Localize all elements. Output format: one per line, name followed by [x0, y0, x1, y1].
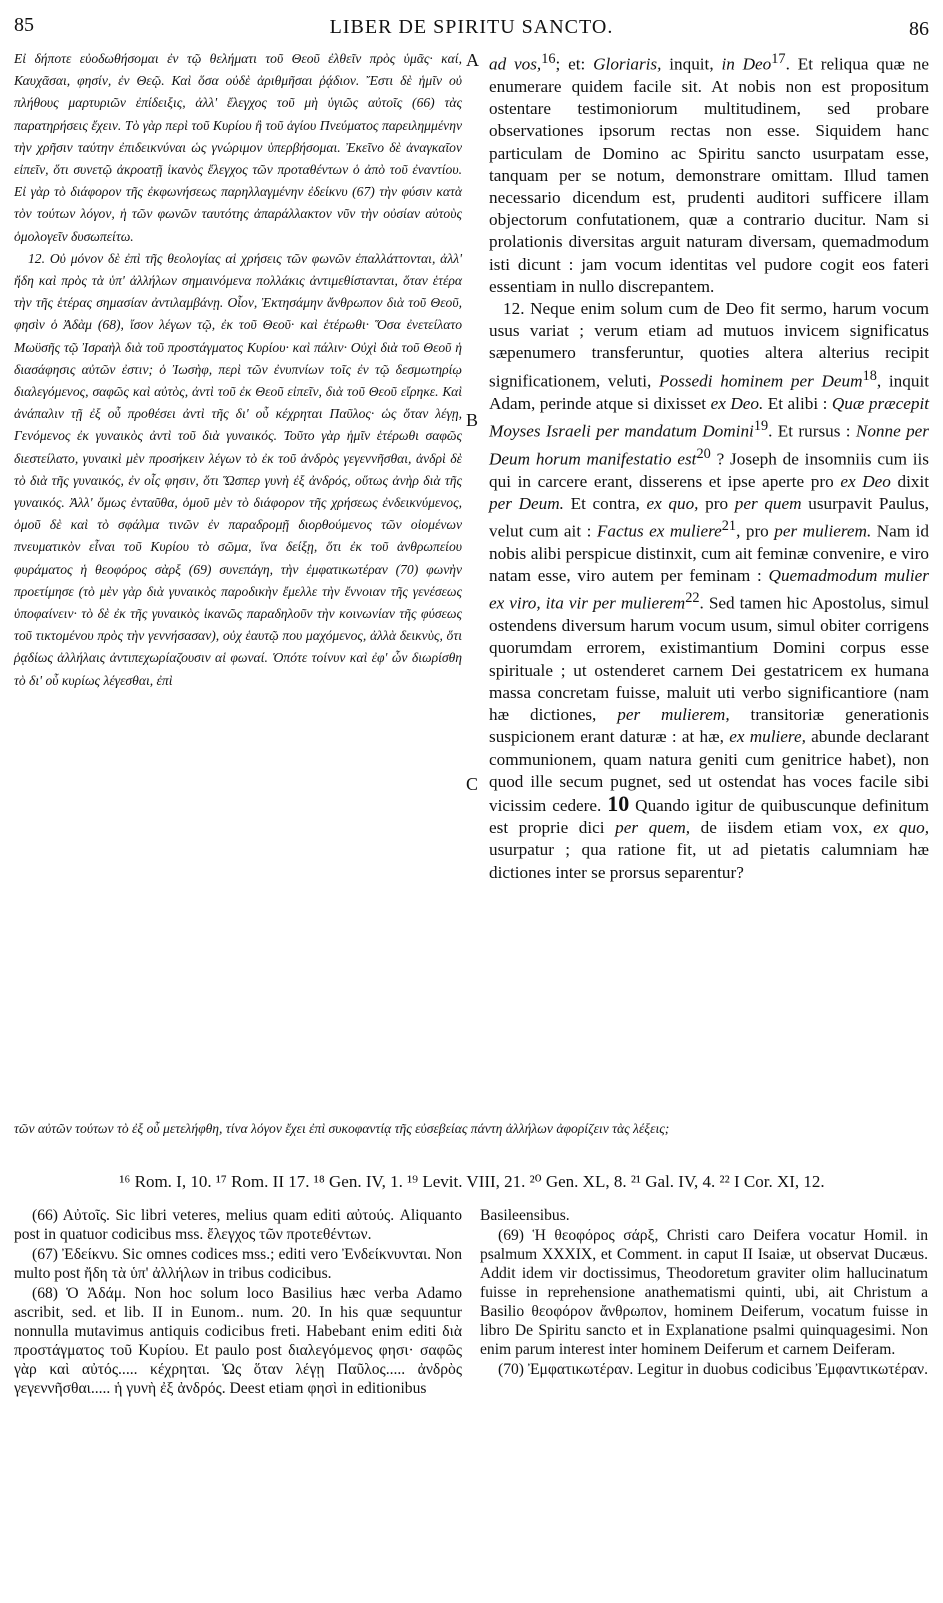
latin-text: . Sed tamen hic Apostolus, simul ostendens diversum harum vocum usum, simul obiter corrigens quorumdam errorem, existimantium Domini corpus esse spirituale ; ut ostenderet carnem Dei gestatricem ex humana massa concretam fuisse, maluit uti verbo significantiore (nam hæ dictiones,	[489, 594, 929, 725]
latin-text: 12. Neque enim solum cum de Deo fit sermo, harum vocum usus variat ; verum etiam ad mutuos invicem significatus sæpenumero transferuntur, quoties altera alterius recipit significationem, veluti,	[489, 298, 929, 391]
footnote-70: (70) Ἐμφατικωτέραν. Legitur in duobus codicibus Ἐμφαντικωτέραν.	[498, 1361, 928, 1378]
latin-text: ? Joseph de insomniis cum iis qui in carcere erant, disserens et ipse aperte pro	[489, 449, 929, 491]
latin-text: abunde declarant communionem, quam natura geniti cum genitrice habet), non quod ille secum pugnet, sed ut ostendat has voces facile sibi vicissim cedere.	[489, 727, 930, 815]
footnote-69: (69) Ἡ θεοφόρος σάρξ, Christi caro Deifera vocatur Homil. in psalmum XXXIX, et Comment. in caput II Isaiæ, ut observat Ducæus. Addit idem vir doctissimus, Theodoretum graviter olim hallucinatum fuisse in reprehensione anathematismi quinti, ubi, ait Christum a Basilio θεοφόρον ἄνθρωπον, hominem Deiferum, vocatum fuisse in libro De Spiritu sancto et in Explanatione psalmi quinquagesimi. Non enim parum interest inter hominem Deiferum et carnem Deiferam.	[480, 1227, 928, 1358]
latin-text: Possedi hominem per Deum	[659, 371, 863, 391]
latin-text: ad vos,	[489, 54, 542, 74]
latin-text: usurpavit Paulus, velut cum ait :	[489, 493, 930, 541]
scripture-references: ¹⁶ Rom. I, 10. ¹⁷ Rom. II 17. ¹⁸ Gen. IV, 1. ¹⁹ Levit. VIII, 21. ²⁰ Gen. XL, 8. ²¹ Gal. IV, 4. ²² I Cor. XI, 12.	[119, 1172, 825, 1191]
latin-text: per mulierem.	[774, 521, 872, 541]
latin-text: per Deum.	[489, 493, 564, 513]
latin-text: ex quo,	[646, 493, 699, 513]
latin-text: Factus ex muliere	[596, 521, 722, 541]
footnote-ref: 19	[753, 417, 769, 434]
latin-text: ; et:	[555, 54, 594, 74]
latin-text: transitoriæ generationis suspicionem erant daturæ : at hæ,	[489, 705, 929, 747]
page-number-right: 86	[909, 18, 929, 40]
latin-column	[489, 48, 929, 884]
latin-text: per mulierem,	[617, 705, 730, 725]
latin-text: per quem	[734, 493, 802, 513]
latin-text: ex Deo	[840, 471, 891, 491]
latin-text: ex quo,	[873, 818, 930, 838]
running-title: LIBER DE SPIRITU SANCTO.	[329, 16, 614, 38]
latin-text: ex muliere,	[729, 727, 806, 747]
latin-text: de iisdem etiam vox,	[690, 818, 874, 838]
footnotes-left	[14, 1206, 462, 1399]
page-header	[14, 14, 929, 42]
greek-paragraph-2: 12. Οὐ μόνον δὲ ἐπὶ τῆς θεολογίας αἱ χρήσεις τῶν φωνῶν ἐπαλλάττονται, ἀλλ' ἤδη καὶ πρὸς τὰ ὑπ' ἀλλήλων σημαινόμενα πολλάκις ἀντιμεθίστανται, ὅταν ἑτέρα τὴν τῆς ἑτέρας σημασίαν ἀντιλαμβάνῃ. Οἷον, Ἐκτησάμην ἄνθρωπον διὰ τοῦ Θεοῦ, φησὶν ὁ Ἀδὰμ (68), ἴσον λέγων τῷ, ἐκ τοῦ Θεοῦ· καὶ ἑτέρωθι· Ὅσα ἐνετείλατο Μωϋσῆς τῷ Ἰσραὴλ διὰ τοῦ προστάγματος Κυρίου· καὶ πάλιν· Οὐχὶ διὰ τοῦ Θεοῦ ἡ διασάφησις αὐτῶν ἐστιν; ὁ Ἰωσὴφ, περὶ τῶν ἐνυπνίων τοῖς ἐν τῷ δεσμωτηρίῳ διαλεγόμενος, σαφῶς καὶ αὐτὸς, ἀντὶ τοῦ ἐκ Θεοῦ εἰπεῖν, διὰ τοῦ Θεοῦ εἴρηκε. Καὶ ἀνάπαλιν τῇ ἐξ οὗ προθέσει ἀντὶ τῆς δι' οὗ κέχρηται Παῦλος· ὡς ὅταν λέγῃ, Γενόμενος ἐκ γυναικὸς ἀντὶ τοῦ διὰ γυναικός. Τοῦτο γὰρ ἡμῖν ἑτέρωθι σαφῶς διεστείλατο, γυναικὶ μὲν προσήκειν λέγων τὸ ἐκ τοῦ ἀνδρὸς γεγεννῆσθαι, ἀνδρὶ δὲ τὸ διὰ τῆς γυναικός, ἐν οἷς φησιν, ὅτι Ὥσπερ γυνὴ ἐξ ἀνδρός, οὕτως ἀνὴρ διὰ τῆς γυναικός. Ἀλλ' ὅμως ἐνταῦθα, ὁμοῦ μὲν τὸ διάφορον τῆς χρήσεως ἐνδεικνύμενος, ὁμοῦ δὲ καὶ τὸ σφάλμα τινῶν ἐν παραδρομῇ διορθούμενος τῶν οἰομένων πνευματικὸν εἶναι τοῦ Κυρίου τὸ σῶμα, ἵνα δείξῃ, ὅτι ἐκ τοῦ ἀνθρωπείου φυράματος ἡ θεοφόρος σὰρξ (69) συνεπάγη, τὴν ἐμφατικωτέραν (70) φωνὴν προετίμησε (τὸ μὲν γὰρ διὰ γυναικὸς παροδικὴν ἔμελλε τὴν ἔννοιαν τῆς γενέσεως ὑποφαίνειν· τὸ δὲ ἐκ τῆς γυναικὸς ἱκανῶς παραδηλοῦν τὴν κοινωνίαν τῆς φύσεως τοῦ τικτομένου πρὸς τὴν γεννήσασαν), οὐχ ἑαυτῷ που μαχόμενος, ἀλλὰ δεικνὺς, ὅτι ῥᾳδίως ἀλλήλαις ἀντιπεχωρίαζουσιν αἱ φωναί. Ὁπότε τοίνυν καὶ ἐφ' ὧν διωρίσθη τὸ δι' οὗ κυρίως λέγεσθαι, ἐπὶ	[14, 250, 462, 688]
footnote-ref: 21	[721, 518, 737, 534]
latin-text: Et contra,	[563, 493, 647, 513]
latin-text: Quando igitur de quibuscunque definitum est proprie dici	[489, 795, 929, 838]
latin-text: Et alibi :	[763, 393, 832, 413]
footnote-66: (66) Αὐτοῖς. Sic libri veteres, melius quam editi αὐτούς. Aliquanto post in quatuor codicibus mss. ἔλεγχος τῶν προτεθέντων.	[14, 1207, 462, 1243]
latin-text: usurpatur ; qua ratione fit, ut ad pietatis calumniam hæ dictiones inter se prorsus separentur?	[489, 840, 929, 882]
latin-text: ex Deo.	[710, 393, 764, 413]
latin-text: Quemadmodum mulier ex viro, ita vir per mulierem	[489, 566, 929, 614]
latin-text: Nonne per Deum horum manifestatio est	[489, 421, 929, 469]
footnote-ref: 17	[771, 51, 786, 67]
latin-text: . Et reliqua quæ ne enumerare quidem facile sit. At nobis non est propositum ostentare testimoniorum multitudinem, sed probare observationes ipsorum rectas non esse. Siquidem hanc particulam de Domino ac Spiritu sancto usurpatam esse, tanquam per se notum, demonstrare omittam. Illud tamen necessario dicendum est, prudenti auditori sufficere illam objectorum confutationem, quæ a contrario ducitur. Nam si prolationis diversitas arguit naturam diversam, quemadmodum isti dicunt : jam vocum identitas vel pudore cogit eos fateri essentiam in nullo discrepantem.	[489, 54, 929, 296]
latin-text: dixit	[890, 471, 929, 491]
footnote-ref: 16	[541, 51, 556, 67]
footnote-ref: 20	[696, 445, 711, 462]
greek-paragraph-1: Εἰ δήποτε εὐοδωθήσομαι ἐν τῷ θελήματι τοῦ Θεοῦ ἐλθεῖν πρὸς ὑμᾶς· καί, Καυχᾶσαι, φησίν, ἐν Θεῷ. Καὶ ὅσα οὐδὲ ἀριθμῆσαι ῥᾴδιον. Ἔστι δὲ ἡμῖν οὐ πλήθους μαρτυριῶν ἐπίδειξις, ἀλλ' ἔλεγχος τοῦ μὴ ὑγιῶς αὐτοῖς (66) τὰς παρατηρήσεις ἔχειν. Τὸ γὰρ περὶ τοῦ Κυρίου ἢ τοῦ ἁγίου Πνεύματος παρειλημμένην τὴν χρῆσιν ταύτην ἐπιδεικνύναι ὡς γνώριμον ὑπερβήσομαι. Ἐκεῖνο δὲ ἀναγκαῖον εἰπεῖν, ὅτι συνετῷ ἀκροατῇ ἱκανὸς ἔλεγχος τῶν προταθέντων ὁ ἀπὸ τοῦ ἐναντίου. Εἰ γὰρ τὸ διάφορον τῆς ἐκφωνήσεως παρηλλαγμένην ἐδείκνυ (67) τὴν φύσιν κατὰ τὸν τούτων λόγον, ἡ τῶν φωνῶν ταυτότης ἀπαράλλακτον νῦν τὴν οὐσίαν αὐτοὺς ὁμολογεῖν δυσωπείτω.	[14, 51, 462, 244]
latin-text: Nam id nobis alibi perspicue distinxit, cum ait feminæ convenire, e viro natam esse, viro autem per feminam :	[489, 521, 930, 586]
latin-text: pro	[698, 493, 735, 513]
greek-tail-line: τῶν αὐτῶν τούτων τὸ ἐξ οὗ μετελήφθη, τίνα λόγον ἔχει ἐπὶ συκοφαντίᾳ τῆς εὐσεβείας πάντη ἀλλήλων ἀφορίζειν τὰς λέξεις;	[14, 1121, 670, 1136]
section-number: 10	[607, 790, 630, 816]
footnote-68: (68) Ὁ Ἀδάμ. Non hoc solum loco Basilius hæc verba Adamo ascribit, sed. et lib. II in Eunom.. num. 20. In his quæ sequuntur nonnulla mutavimus antiquis codicibus freti. Habebant enim editi διὰ προστάγματος τοῦ Κυρίου. Et paulo post διαλεγόμενος φησι· σαφῶς γὰρ καὶ αὐτός..... κέχρηται. Ὡς ὅταν λέγῃ Παῦλος..... ἀνδρὸς γεγεννῆσθαι..... ἡ γυνὴ ἐξ ἀνδρός. Deest etiam φησὶ in editionibus	[14, 1285, 462, 1397]
latin-text: inquit,	[661, 54, 722, 74]
margin-letter-a: A	[466, 50, 479, 70]
footnote-ref: 18	[862, 367, 877, 384]
latin-paragraph-2	[489, 298, 929, 884]
latin-paragraph-1	[489, 48, 929, 298]
footnotes-right	[480, 1206, 928, 1380]
greek-column	[14, 48, 462, 692]
page-number-left: 85	[14, 14, 34, 36]
latin-text: . Et rursus :	[768, 421, 856, 441]
footnote-68-continued: Basileensibus.	[480, 1207, 570, 1224]
latin-text: per quem,	[615, 818, 691, 838]
latin-text: Quæ præcepit Moyses Israeli per mandatum Domini	[489, 393, 929, 441]
latin-text: , pro	[736, 521, 775, 541]
latin-text: , inquit Adam, perinde atque si dixisset	[489, 371, 930, 413]
margin-letter-c: C	[466, 774, 479, 794]
latin-text: Gloriaris,	[593, 54, 662, 74]
latin-text: in Deo	[721, 54, 772, 74]
footnote-ref: 22	[685, 590, 700, 607]
footnote-67: (67) Ἐδείκνυ. Sic omnes codices mss.; editi vero Ἐνδείκνυνται. Non multo post ἤδη τὰ ὑπ' ἀλλήλων in tribus codicibus.	[14, 1246, 462, 1282]
margin-letter-b: B	[466, 410, 479, 430]
